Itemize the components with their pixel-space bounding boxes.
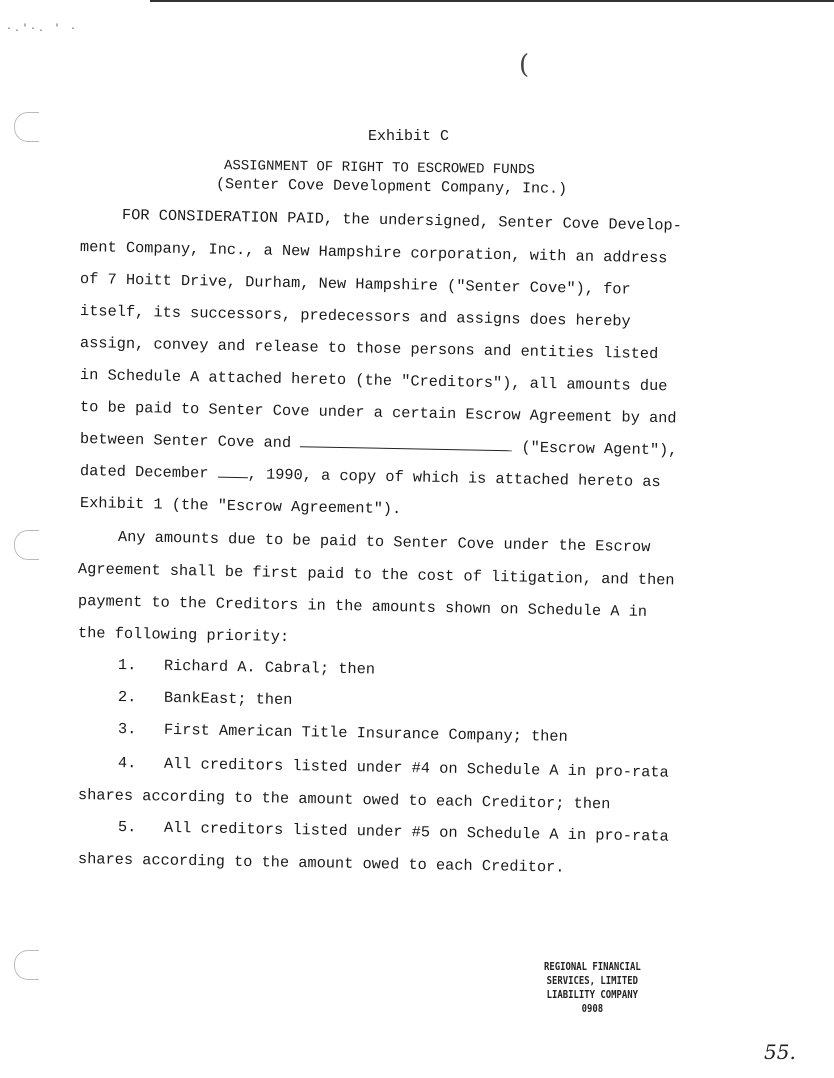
paragraph-line: Exhibit 1 (the "Escrow Agreement").: [79, 494, 402, 519]
scan-speckle: ·.'·. ' ·: [6, 24, 79, 35]
list-item: 4. All creditors listed under #4 on Schedule A in pro-rata: [117, 754, 669, 782]
list-item: 3. First American Title Insurance Company; then: [117, 720, 568, 746]
stamp-line: LIABILITY COMPANY: [546, 989, 639, 1001]
paragraph-text: ("Escrow Agent"),: [512, 438, 678, 460]
list-item-continuation: shares according to the amount owed to each Creditor; then: [77, 786, 611, 814]
document-title: ASSIGNMENT OF RIGHT TO ESCROWED FUNDS: [223, 158, 535, 179]
scan-edge-line: [150, 0, 834, 2]
margin-mark: (: [519, 50, 530, 80]
document-subtitle: (Senter Cove Development Company, Inc.): [215, 176, 568, 198]
stamp-line: 0908: [581, 1003, 604, 1015]
list-item: 1. Richard A. Cabral; then: [117, 656, 376, 679]
paragraph-line: to be paid to Senter Cove under a certain Escrow Agreement by and: [79, 398, 677, 428]
paragraph-line: in Schedule A attached hereto (the "Creditors"), all amounts due: [79, 366, 668, 396]
paragraph-line: FOR CONSIDERATION PAID, the undersigned, Senter Cove Develop-: [121, 206, 683, 235]
list-item: 2. BankEast; then: [117, 688, 293, 710]
paragraph-line: the following priority:: [77, 624, 290, 647]
paragraph-line: itself, its successors, predecessors and assigns does hereby: [79, 302, 631, 331]
stamp-line: SERVICES, LIMITED: [546, 975, 639, 987]
paragraph-line: of 7 Hoitt Drive, Durham, New Hampshire ("Senter Cove"), for: [79, 270, 631, 299]
punch-hole-shadow: [14, 950, 39, 980]
date-blank: [218, 465, 248, 479]
stamp-line: REGIONAL FINANCIAL: [544, 961, 641, 973]
punch-hole-shadow: [14, 530, 39, 560]
list-item-continuation: shares according to the amount owed to each Creditor.: [77, 850, 565, 877]
paragraph-line: payment to the Creditors in the amounts shown on Schedule A in: [77, 592, 648, 621]
paragraph-text: between Senter Cove and: [79, 430, 301, 453]
company-stamp: [544, 960, 641, 1016]
escrow-agent-blank: [300, 434, 512, 451]
list-item: 5. All creditors listed under #5 on Schedule A in pro-rata: [117, 818, 669, 846]
paragraph-line: assign, convey and release to those persons and entities listed: [79, 334, 659, 364]
paragraph-line: Agreement shall be first paid to the cost of litigation, and then: [77, 560, 675, 590]
paragraph-line: Any amounts due to be paid to Senter Cove under the Escrow: [117, 528, 651, 557]
exhibit-label: Exhibit C: [368, 128, 450, 145]
paragraph-line: [80, 430, 678, 459]
paragraph-line: [80, 462, 661, 491]
handwritten-page-number: 55.: [764, 1040, 796, 1064]
paragraph-text: , 1990, a copy of which is attached hereto as: [247, 465, 661, 492]
paragraph-line: ment Company, Inc., a New Hampshire corporation, with an address: [79, 238, 668, 268]
punch-hole-shadow: [14, 112, 39, 142]
paragraph-text: dated December: [79, 462, 218, 483]
